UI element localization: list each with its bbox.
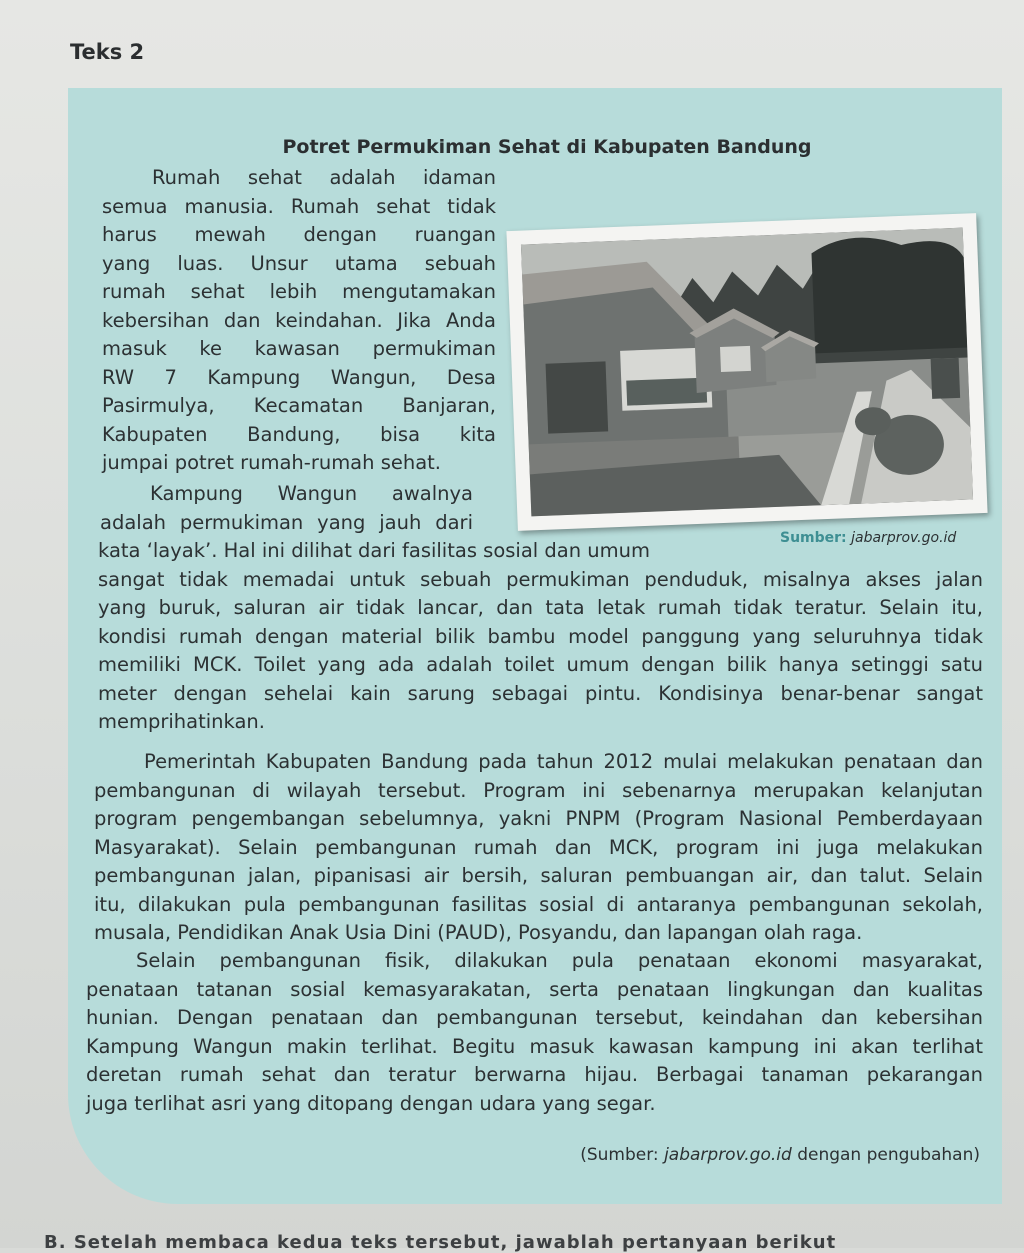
footer-suffix: dengan pengubahan) [797, 1145, 980, 1165]
text-line: Pasirmulya, Kecamatan Banjaran, [102, 394, 496, 417]
text-line: memiliki MCK. Toilet yang ada adalah toilet umum dengan bilik hanya setinggi satu [98, 653, 983, 676]
photo-caption [780, 530, 956, 546]
paragraph-3 [94, 748, 983, 948]
text-line: Rumah sehat adalah idaman [152, 166, 496, 189]
text-line: RW 7 Kampung Wangun, Desa [102, 365, 496, 389]
text-line: rumah sehat lebih mengutamakan [102, 280, 496, 303]
text-line: kondisi rumah dengan material bilik bambu model panggung yang seluruhnya tidak [98, 624, 983, 648]
source-footer [580, 1145, 980, 1165]
text-line: Pemerintah Kabupaten Bandung pada tahun 2012 mulai melakukan penataan dan [144, 750, 983, 773]
text-line: itu, dilakukan pula pembangunan fasilitas sosial di antaranya pembangunan sekolah, [94, 892, 983, 916]
text-line: kata ‘layak’. Hal ini dilihat dari fasilitas sosial dan umum [98, 539, 651, 562]
village-houses-photo [521, 228, 973, 517]
next-instruction: B. Setelah membaca kedua teks tersebut, jawablah pertanyaan berikut [44, 1232, 837, 1253]
article-title: Potret Permukiman Sehat di Kabupaten Bandung [282, 136, 812, 158]
text-line: adalah permukiman yang jauh dari [100, 510, 473, 534]
text-line: Kampung Wangun makin terlihat. Begitu masuk kawasan kampung ini akan terlihat [86, 1034, 983, 1058]
text-line: memprihatinkan. [98, 710, 265, 733]
text-line: penataan tatanan sosial kemasyarakatan, serta penataan lingkungan dan kualitas [86, 977, 983, 1001]
text-line: program pengembangan sebelumnya, yakni PNPM (Program Nasional Pemberdayaan [94, 807, 983, 830]
section-label: Teks 2 [70, 40, 145, 64]
houses-illustration [521, 228, 973, 517]
text-line: jumpai potret rumah-rumah sehat. [102, 451, 442, 474]
caption-label: Sumber: [780, 530, 847, 546]
text-line: yang luas. Unsur utama sebuah [102, 251, 496, 275]
text-line: sangat tidak memadai untuk sebuah permukiman penduduk, misalnya akses jalan [98, 567, 983, 591]
text-line: kebersihan dan keindahan. Jika Anda [102, 308, 496, 332]
text-line: deretan rumah sehat dan teratur berwarna hijau. Berbagai tanaman pekarangan [86, 1063, 983, 1086]
text-line: meter dengan sehelai kain sarung sebagai pintu. Kondisinya benar-benar sangat [98, 681, 983, 705]
text-line: pembangunan di wilayah tersebut. Program ini sebenarnya merupakan kelanjutan [94, 778, 983, 802]
text-line: masuk ke kawasan permukiman [102, 337, 496, 360]
paragraph-2-head [100, 480, 473, 537]
text-line: hunian. Dengan penataan dan pembangunan tersebut, keindahan dan kebersihan [86, 1006, 983, 1029]
footer-prefix: (Sumber: [580, 1145, 659, 1165]
text-line: Masyarakat). Selain pembangunan rumah dan MCK, program ini juga melakukan [94, 835, 983, 859]
text-line: semua manusia. Rumah sehat tidak [102, 194, 496, 218]
text-line: Kampung Wangun awalnya [150, 482, 473, 505]
text-line: juga terlihat asri yang ditopang dengan udara yang segar. [86, 1091, 656, 1115]
photo-frame [506, 213, 987, 531]
text-line: Kabupaten Bandung, bisa kita [102, 422, 496, 446]
text-line: pembangunan jalan, pipanisasi air bersih, saluran pembuangan air, dan talut. Selain [94, 864, 983, 887]
paragraph-1 [102, 164, 496, 478]
text-line: yang buruk, saluran air tidak lancar, dan tata letak rumah tidak teratur. Selain itu, [98, 596, 983, 619]
paragraph-4 [86, 947, 983, 1118]
caption-source: jabarprov.go.id [851, 530, 957, 546]
text-line: harus mewah dengan ruangan [102, 223, 496, 246]
text-line: musala, Pendidikan Anak Usia Dini (PAUD), Posyandu, dan lapangan olah raga. [94, 921, 863, 944]
text-line: Selain pembangunan fisik, dilakukan pula penataan ekonomi masyarakat, [136, 949, 983, 972]
paragraph-2-body [98, 537, 983, 737]
footer-source: jabarprov.go.id [664, 1145, 792, 1165]
